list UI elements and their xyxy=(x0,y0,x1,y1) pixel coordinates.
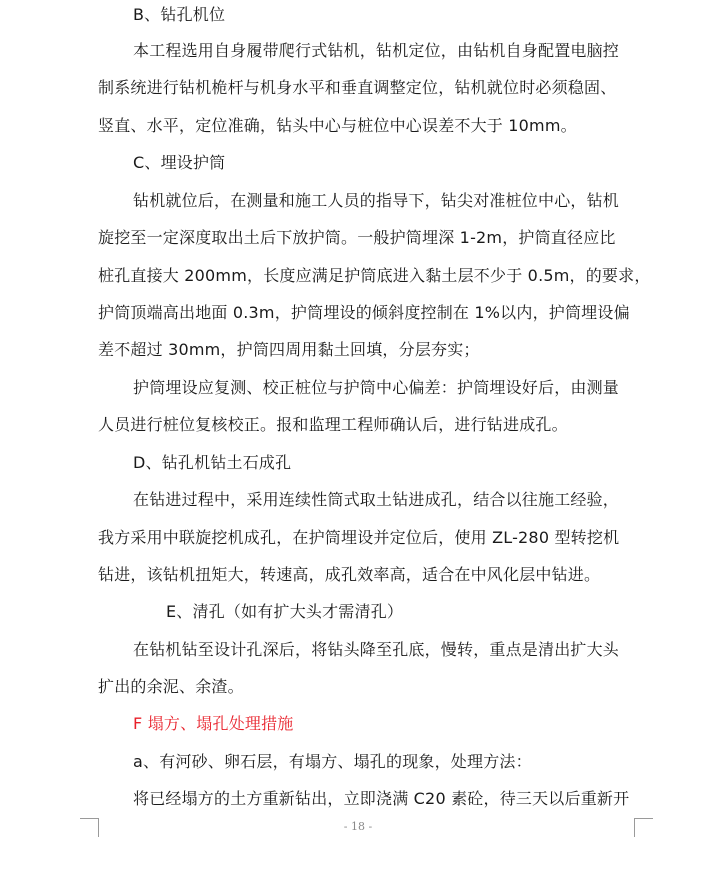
paragraph-line: 护筒顶端高出地面 0.3m，护筒埋设的倾斜度控制在 1%以内，护筒埋设偏 xyxy=(98,303,630,322)
paragraph-line: 差不超过 30mm，护筒四周用黏土回填，分层夯实； xyxy=(98,340,480,359)
paragraph-line: 钻进，该钻机扭矩大，转速高，成孔效率高，适合在中风化层中钻进。 xyxy=(98,565,601,584)
heading-d-drilling: D、钻孔机钻土石成孔 xyxy=(133,453,292,472)
paragraph-line: 钻机就位后，在测量和施工人员的指导下，钻尖对准桩位中心，钻机 xyxy=(133,191,620,210)
paragraph-line: 在钻进过程中，采用连续性筒式取土钻进成孔，结合以往施工经验， xyxy=(133,490,620,509)
paragraph-line: 我方采用中联旋挖机成孔，在护筒埋设并定位后，使用 ZL-280 型转挖机 xyxy=(98,528,620,547)
paragraph-line: a、有河砂、卵石层，有塌方、塌孔的现象，处理方法： xyxy=(133,752,532,771)
paragraph-line: 护筒埋设应复测、校正桩位与护筒中心偏差：护筒埋设好后，由测量 xyxy=(133,378,620,397)
heading-b-drill-position: B、钻孔机位 xyxy=(133,5,226,24)
paragraph-line: 将已经塌方的土方重新钻出，立即浇满 C20 素砼，待三天以后重新开 xyxy=(133,789,630,808)
paragraph-line: 竖直、水平，定位准确，钻头中心与桩位中心误差不大于 10mm。 xyxy=(98,116,577,135)
page-number: - 18 - xyxy=(343,820,373,833)
paragraph-line: 扩出的余泥、余渣。 xyxy=(98,677,244,696)
paragraph-line: 在钻机钻至设计孔深后，将钻头降至孔底，慢转，重点是清出扩大头 xyxy=(133,640,620,659)
paragraph-line: 旋挖至一定深度取出土后下放护筒。一般护筒埋深 1-2m，护筒直径应比 xyxy=(98,228,616,247)
heading-f-collapse-measures: F 塌方、塌孔处理措施 xyxy=(133,714,294,733)
paragraph-line: 本工程选用自身履带爬行式钻机，钻机定位，由钻机自身配置电脑控 xyxy=(133,41,620,60)
heading-e-hole-cleaning: E、清孔（如有扩大头才需清孔） xyxy=(166,602,404,621)
paragraph-line: 制系统进行钻机桅杆与机身水平和垂直调整定位，钻机就位时必须稳固、 xyxy=(98,78,617,97)
heading-c-casing: C、埋设护筒 xyxy=(133,153,226,172)
paragraph-line: 桩孔直接大 200mm，长度应满足护筒底进入黏土层不少于 0.5m，的要求， xyxy=(98,266,651,285)
paragraph-line: 人员进行桩位复核校正。报和监理工程师确认后，进行钻进成孔。 xyxy=(98,415,568,434)
